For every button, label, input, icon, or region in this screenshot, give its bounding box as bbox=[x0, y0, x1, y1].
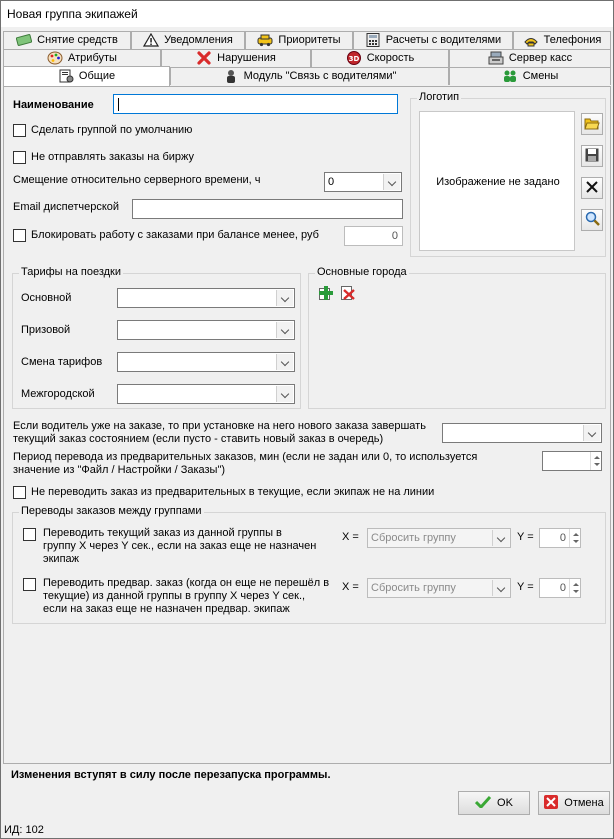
chevron-down-icon[interactable] bbox=[276, 290, 293, 306]
cities-group bbox=[308, 266, 606, 409]
transfer-current-seconds[interactable] bbox=[539, 528, 581, 548]
chevron-down-icon[interactable] bbox=[492, 580, 509, 596]
tab-label: Снятие средств bbox=[37, 34, 118, 46]
ok-label: OK bbox=[497, 797, 513, 809]
finish-order-label-1: Если водитель уже на заказе, то при установке на него нового заказа завершать bbox=[13, 420, 426, 432]
phone-icon bbox=[523, 33, 539, 47]
no-exchange-label: Не отправлять заказы на биржу bbox=[31, 151, 195, 163]
time-offset-label: Смещение относительно серверного времени, ч bbox=[13, 174, 261, 186]
title-bar bbox=[1, 1, 613, 27]
transfer-preorder-line-2: текущие) из данной группы в группу X через Y сек., bbox=[43, 590, 306, 602]
time-offset-value: 0 bbox=[328, 176, 335, 188]
block-balance-value: 0 bbox=[391, 230, 398, 242]
transfers-group bbox=[12, 505, 606, 624]
tab-row-1 bbox=[3, 31, 611, 49]
tab-label: Телефония bbox=[543, 34, 602, 46]
chevron-down-icon[interactable] bbox=[276, 386, 293, 402]
taxi-icon bbox=[257, 33, 273, 47]
block-balance-checkbox[interactable] bbox=[13, 229, 26, 242]
transfer-preorder-checkbox[interactable] bbox=[23, 578, 36, 591]
tariff-intercity-label: Межгородской bbox=[21, 388, 95, 400]
tariff-prize-select[interactable] bbox=[117, 320, 295, 340]
transfer-preorder-group-value: Сбросить группу bbox=[371, 582, 456, 594]
transfer-current-line-2: группу X через Y сек., если на заказ еще не назначен bbox=[43, 540, 317, 552]
tab-label: Атрибуты bbox=[68, 52, 117, 64]
no-exchange-checkbox[interactable] bbox=[13, 151, 26, 164]
name-input[interactable] bbox=[113, 94, 398, 114]
speed-3d-icon bbox=[346, 51, 362, 65]
period-label-2: значение из "Файл / Настройки / Заказы") bbox=[13, 464, 226, 476]
cancel-label: Отмена bbox=[564, 797, 604, 809]
transfer-current-y-label: Y = bbox=[517, 531, 534, 543]
tab-priorities[interactable] bbox=[245, 31, 353, 49]
tab-withdrawals[interactable] bbox=[3, 31, 131, 49]
tariff-change-label: Смена тарифов bbox=[21, 356, 103, 368]
transfer-current-seconds-value: 0 bbox=[559, 532, 566, 544]
chevron-down-icon[interactable] bbox=[276, 354, 293, 370]
transfer-preorder-line-3: если на заказ еще не назначен предвар. экипаж bbox=[43, 603, 290, 615]
spin-arrows-icon[interactable] bbox=[569, 579, 580, 597]
chevron-down-icon[interactable] bbox=[383, 174, 400, 190]
money-icon bbox=[16, 33, 32, 47]
cancel-button[interactable] bbox=[538, 791, 610, 815]
tab-notifications[interactable] bbox=[131, 31, 245, 49]
transfer-current-checkbox[interactable] bbox=[23, 528, 36, 541]
calculator-icon bbox=[365, 33, 381, 47]
tab-shifts[interactable] bbox=[449, 67, 611, 85]
tariff-prize-label: Призовой bbox=[21, 324, 71, 336]
zoom-logo-button[interactable] bbox=[581, 209, 603, 231]
tariff-main-label: Основной bbox=[21, 292, 72, 304]
name-label: Наименование bbox=[13, 99, 94, 111]
svg-text:3D: 3D bbox=[348, 55, 360, 63]
tab-label: Общие bbox=[78, 70, 116, 82]
tab-telephony[interactable] bbox=[513, 31, 611, 49]
red-cross-icon bbox=[196, 51, 212, 65]
chevron-down-icon[interactable] bbox=[276, 322, 293, 338]
tab-attributes[interactable] bbox=[3, 49, 161, 67]
tariff-intercity-select[interactable] bbox=[117, 384, 295, 404]
block-balance-label: Блокировать работу с заказами при балансе менее, руб bbox=[31, 229, 319, 241]
finish-order-select[interactable] bbox=[442, 423, 602, 443]
transfer-preorder-seconds-value: 0 bbox=[559, 582, 566, 594]
no-transfer-checkbox[interactable] bbox=[13, 486, 26, 499]
status-bar bbox=[2, 823, 614, 839]
delete-red-icon[interactable] bbox=[341, 286, 355, 303]
transfer-current-x-label: X = bbox=[342, 531, 359, 543]
transfer-preorder-x-label: X = bbox=[342, 581, 359, 593]
tab-label: Сервер касс bbox=[508, 52, 573, 64]
checkmark-icon bbox=[475, 796, 491, 811]
email-input[interactable] bbox=[132, 199, 403, 219]
tab-label: Скорость bbox=[366, 52, 415, 64]
period-input[interactable] bbox=[542, 451, 602, 471]
logo-image-area[interactable] bbox=[419, 111, 575, 251]
add-green-icon[interactable] bbox=[319, 286, 333, 303]
logo-group bbox=[410, 91, 606, 257]
save-logo-button[interactable] bbox=[581, 145, 603, 167]
tariffs-group bbox=[12, 266, 301, 409]
palette-icon bbox=[47, 51, 63, 65]
transfer-current-group-select[interactable] bbox=[367, 528, 511, 548]
transfer-preorder-line-1: Переводить предвар. заказ (когда он еще не перешёл в bbox=[43, 577, 330, 589]
general-icon bbox=[58, 69, 74, 83]
transfers-group-title: Переводы заказов между группами bbox=[21, 505, 202, 517]
tab-label: Расчеты с водителями bbox=[385, 34, 502, 46]
tab-label: Приоритеты bbox=[278, 34, 341, 46]
spin-arrows-icon[interactable] bbox=[569, 529, 580, 547]
save-disk-icon bbox=[585, 148, 599, 165]
chevron-down-icon[interactable] bbox=[492, 530, 509, 546]
general-tab-panel bbox=[3, 86, 611, 764]
transfer-current-line-3: экипаж bbox=[43, 553, 80, 565]
transfer-preorder-group-select[interactable] bbox=[367, 578, 511, 598]
tab-cash-server[interactable] bbox=[449, 49, 611, 67]
finish-order-label-2: текущий заказ состоянием (если пусто - ставить новый заказ в очередь) bbox=[13, 433, 384, 445]
spin-arrows-icon[interactable] bbox=[590, 452, 601, 470]
tab-general[interactable] bbox=[3, 66, 170, 86]
open-logo-button[interactable] bbox=[581, 113, 603, 135]
logo-empty-text: Изображение не задано bbox=[436, 176, 560, 188]
transfer-preorder-y-label: Y = bbox=[517, 581, 534, 593]
shifts-icon bbox=[502, 69, 518, 83]
restart-note: Изменения вступят в силу после перезапуска программы. bbox=[11, 769, 331, 781]
tab-violations[interactable] bbox=[161, 49, 311, 67]
chevron-down-icon[interactable] bbox=[583, 425, 600, 441]
tab-label: Смены bbox=[522, 70, 559, 82]
tariffs-group-title: Тарифы на поездки bbox=[21, 266, 121, 278]
driver-icon bbox=[223, 69, 239, 83]
tariff-main-select[interactable] bbox=[117, 288, 295, 308]
period-label-1: Период перевода из предварительных заказов, мин (если не задан или 0, то используется bbox=[13, 451, 478, 463]
open-folder-icon bbox=[584, 116, 600, 133]
window-title: Новая группа экипажей bbox=[7, 7, 138, 21]
default-group-label: Сделать группой по умолчанию bbox=[31, 124, 193, 136]
transfer-current-group-value: Сбросить группу bbox=[371, 532, 456, 544]
cash-register-icon bbox=[488, 51, 504, 65]
warning-icon bbox=[143, 33, 159, 47]
cancel-x-icon bbox=[544, 795, 558, 812]
tab-label: Нарушения bbox=[217, 52, 276, 64]
tab-speed[interactable] bbox=[311, 49, 449, 67]
time-offset-select[interactable] bbox=[324, 172, 402, 192]
text-cursor bbox=[118, 98, 119, 111]
tab-driver-payments[interactable] bbox=[353, 31, 513, 49]
tariff-change-select[interactable] bbox=[117, 352, 295, 372]
cities-group-title: Основные города bbox=[317, 266, 407, 278]
tab-label: Уведомления bbox=[164, 34, 233, 46]
zoom-icon bbox=[585, 211, 600, 229]
tab-row-2 bbox=[3, 49, 611, 67]
tab-row-3 bbox=[3, 67, 611, 85]
record-id: ИД: 102 bbox=[4, 824, 44, 836]
ok-button[interactable] bbox=[458, 791, 530, 815]
tab-label: Модуль "Связь с водителями" bbox=[243, 70, 397, 82]
no-transfer-label: Не переводить заказ из предварительных в текущие, если экипаж не на линии bbox=[31, 486, 435, 498]
transfer-current-line-1: Переводить текущий заказ из данной группы в bbox=[43, 527, 282, 539]
transfer-preorder-seconds[interactable] bbox=[539, 578, 581, 598]
tab-driver-module[interactable] bbox=[170, 67, 449, 85]
clear-x-icon bbox=[585, 180, 599, 197]
default-group-checkbox[interactable] bbox=[13, 124, 26, 137]
email-label: Email диспетчерской bbox=[13, 201, 120, 213]
block-balance-input[interactable] bbox=[344, 226, 403, 246]
logo-group-title: Логотип bbox=[419, 91, 460, 103]
clear-logo-button[interactable] bbox=[581, 177, 603, 199]
